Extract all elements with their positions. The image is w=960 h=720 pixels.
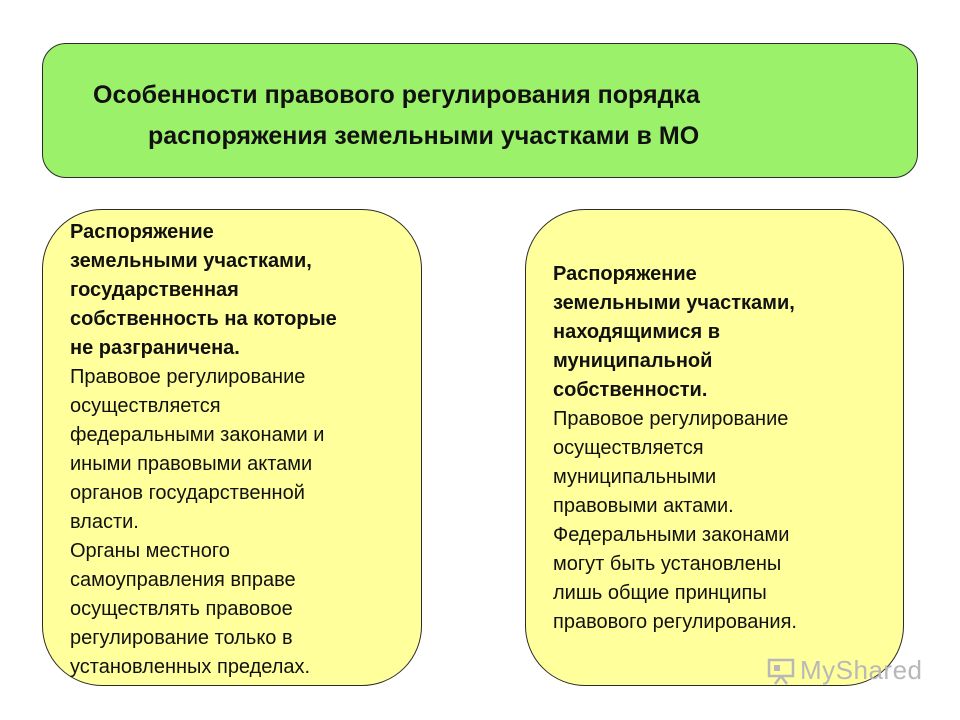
- right-body-line: муниципальными: [553, 466, 717, 488]
- right-heading-line: находящимися в: [553, 321, 721, 343]
- left-body-line: осуществлять правовое: [70, 598, 293, 620]
- title-line-1: Особенности правового регулирования порядка: [93, 81, 700, 109]
- presentation-board-icon: [766, 657, 796, 685]
- left-card: [42, 209, 422, 686]
- right-heading-line: муниципальной: [553, 350, 713, 372]
- left-body-line: власти.: [70, 511, 139, 533]
- right-body-line: правовыми актами.: [553, 495, 734, 517]
- right-body-line: могут быть установлены: [553, 553, 782, 575]
- right-card: [525, 209, 904, 686]
- left-body-line: самоуправления вправе: [70, 569, 296, 591]
- right-body-line: правового регулирования.: [553, 611, 797, 633]
- watermark: [766, 655, 923, 686]
- left-body-line: федеральными законами и: [70, 424, 325, 446]
- left-body-line: регулирование только в: [70, 627, 293, 649]
- right-body-line: Правовое регулирование: [553, 408, 789, 430]
- left-heading-line: собственность на которые: [70, 308, 337, 330]
- right-body-line: осуществляется: [553, 437, 704, 459]
- watermark-text: MyShared: [800, 655, 923, 685]
- right-card-text: [553, 260, 898, 637]
- left-heading-line: земельными участками,: [70, 250, 312, 272]
- left-body-line: осуществляется: [70, 395, 221, 417]
- title-line-2: распоряжения земельными участками в МО: [148, 122, 700, 150]
- right-body-line: Федеральными законами: [553, 524, 790, 546]
- left-body-line: Правовое регулирование: [70, 366, 306, 388]
- title-box: [42, 43, 918, 178]
- right-body-line: лишь общие принципы: [553, 582, 767, 604]
- right-heading-line: собственности.: [553, 379, 708, 401]
- right-heading-line: Распоряжение: [553, 263, 697, 285]
- right-heading-line: земельными участками,: [553, 292, 795, 314]
- left-card-text: [70, 218, 415, 682]
- left-heading-line: государственная: [70, 279, 239, 301]
- left-body-line: Органы местного: [70, 540, 230, 562]
- left-heading-line: не разграничена.: [70, 337, 240, 359]
- left-heading-line: Распоряжение: [70, 221, 214, 243]
- left-body-line: органов государственной: [70, 482, 305, 504]
- left-body-line: установленных пределах.: [70, 656, 311, 678]
- left-body-line: иными правовыми актами: [70, 453, 313, 475]
